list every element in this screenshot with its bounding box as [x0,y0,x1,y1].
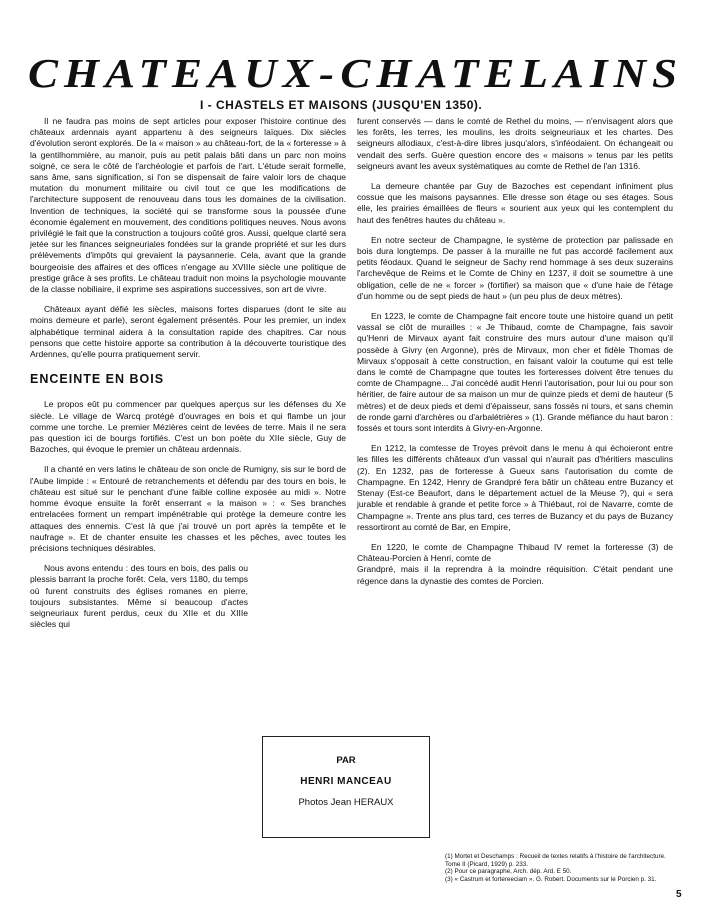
footnote: (2) Pour ce paragraphe, Arch. dép. Ard. E 50. [445,868,572,876]
credits-author: HENRI MANCEAU [300,776,392,787]
paragraph: Châteaux ayant défié les siècles, maisons fortes disparues (dont le site au moins demeure et parle), seront également présentés. Pour les premier, un index alphabétique terminal aidera à la consultation rapide des chapitres. Car nous pensons que cette histoire apporte sa contribution à la découverte touristique des Ardennes, qu'elle pourra pratiquement servir. [30,304,346,360]
paragraph: La demeure chantée par Guy de Bazoches est cependant infiniment plus cossue que les maisons paysannes. Elle dresse son étage ou ses étages. Sous elle, les prairies émaillées de fleurs « sourient aux yeux qui les contemplent du haut des fenêtres hautes du château ». [357,181,673,225]
paragraph: En notre secteur de Champagne, le système de protection par palissade en bois dura longtemps. De passer à la muraille ne fut pas accordé facilement aux petits féodaux. Quand le seigneur de Sachy rend hommage à ses deux suzerains l'archevêque de Reims et le Comte de Chiny en 1237, il doit se soumettre à une obligation, celle de ne « forcer » (fortifier) sa maison que « d'une haie de l'étage d'un homme ou de sept pieds de haut » (un peu plus de deux mètres). [357,234,673,301]
right-column [357,116,673,596]
paragraph: Grandpré, mais il la reprendra à la moindre réquisition. C'était pendant une régence dans la dynastie des comtes de Porcien. [357,564,673,586]
footnote: (1) Mortet et Deschamps : Recueil de textes relatifs à l'histoire de l'architecture. Tome II (Picard, 1929) p. 233. [445,853,666,868]
footnote: (3) « Castrum et fortereeciam ». G. Robert. Documents sur le Porcien p. 31. [445,875,657,883]
credits-par: PAR [336,755,356,766]
article-subtitle: I - CHASTELS ET MAISONS (JUSQU'EN 1350). [200,98,483,112]
paragraph: Le propos eût pu commencer par quelques aperçus sur les défenses du Xe siècle. Le village de Warcq protégé d'ouvrages en bois et qui flambe un jour comme une torche. Le premier Mézières ceint de levées de terre. Mais il ne sera pas question ici de bourgs fortifiés. C'est un bon poète du XIIe siècle, Guy de Bazoches, qui évoque le premier un château ardennais. [30,399,346,455]
paragraph: Il ne faudra pas moins de sept articles pour exposer l'histoire continue des châteaux ardennais ayant appartenu à des seigneurs laïques. Dix siècles d'évolution seront explorés. De la « maison » au château-fort, de la « forteresse » à la gentilhommière, au manoir, puis au petit palais bâti dans un parc non moins soigné, ce sera le côté de l'archéologie et parfois de l'art. L'étude serait formelle, sans âme, sans signification, si l'on se dispensait de faire valoir lors de chaque mutation du monument militaire ou civil tout ce que les modifications de l'architecture supposent de renouveau dans tous les domaines de la civilisation. Invention de techniques, la société qui se transforme sous la poussée d'une économie également en mouvement, des conditions politiques neuves. Nous avons privilégié le fait que la construction a toujours coûté gros. Aussi, quelque clarté sera jetée sur les finances seigneuriales fondées sur la grande propriété et sur les durs prélèvements d'impôts qui grevaient la paysannerie. Cela, avant que la grande bourgeoisie des affaires et des offices n'engage au XVIIIe siècle une politique de prestige grâce à ses profits. Le château traduit non moins la psychologie mouvante de la classe nobiliaire, il exprime ses aspirations successives, son art de vivre. [30,116,346,295]
author-credits-box [262,736,430,838]
footnotes [445,853,670,883]
credits-photos: Photos Jean HERAUX [298,797,394,808]
section-heading: ENCEINTE EN BOIS [30,372,165,387]
page-number: 5 [676,889,682,900]
article-title [28,50,683,96]
title-word-chateaux: CHATEAUX [28,50,319,96]
title-dash: - [318,50,340,96]
paragraph: Il a chanté en vers latins le château de son oncle de Rumigny, sis sur le bord de l'Aube limpide : « Entouré de retranchements et défendu par des tours en bois, le château est situé sur le penchant d'une faible colline exposée au midi ». Notre homme évoque ensuite la forêt enserrant « la maison » : « Ses branches entrelacées forment un rempart impénétrable qui protège la demeure contre les attaques des ennemis. C'est là que j'ai trouvé un port après la tempête et le naufrage ». Et de chanter ensuite les chasses et les pêches, avec toutes les précisions techniques désirables. [30,464,347,553]
paragraph: En 1212, la comtesse de Troyes prévoit dans le menu à qui échoieront entre les filles les différents châteaux d'un vassal qui n'aurait pas d'héritiers masculins (2). En 1232, pas de forteresse à Gueux sans l'autorisation du comte de Champagne. En 1242, Henry de Grandpré fera bâtir un château entre Buzancy et Stenay (Est-ce Beaufort, dans le département actuel de la Meuse ?), qui « sera jurable et rendable à grande et petite force » à Thiébaut, roi de Navarre, comte de Champagne ». Trente ans plus tard, ces terres de Buzancy et du pays de Buzancy ressortiront au comté de Bar, en Empire, [357,443,673,532]
title-word-chatelains: CHATELAINS [340,50,683,96]
paragraph: furent conservés — dans le comté de Rethel du moins, — n'envisagent alors que les forêts, les terres, les moulins, les droits seigneuriaux et les chartes. Des seigneurs allodiaux, c'est-à-dire libres jusqu'alors, s'inféodaient. On échangeait ou vendait des serfs. Guère question encore des « maisons » tenus par les petits seigneurs avant les aveux systématiques au comte de Rethel de l'an 1316. [357,116,673,171]
paragraph: En 1223, le comte de Champagne fait encore toute une histoire quand un petit vassal se clôt de murailles : « Je Thibaud, comte de Champagne, fais savoir qu'Henri de Mirvaux ayant fait construire des murs autour d'une maison qu'il possède à Givry (en Argonne), près de Mirvaux, mon cher et fidèle Thomas de Mirvaux s'opposait à cette construction, en faisant valoir la coutume qui est telle dans le comté de Champagne que toutes les forteresses doivent être tenues du comte de Champagne... J'ai concédé audit Henri l'autorisation, pour lui ou pour son héritier, de faire autour de sa maison un mur de quinze pieds et demi de hauteur (5 mètres) et de deux pieds et demi d'épaisseur, sans fossés ni tours, et sans chemin de ronde garni d'archères ou d'arbalétrières » (1). Grande méfiance du haut baron : fossés et tours sont interdits à Givry-en-Argonne. [357,311,673,434]
left-column [30,116,346,639]
paragraph: En 1220, le comte de Champagne Thibaud IV remet la forteresse (3) de Château-Porcien à Henri, comte de [357,541,673,564]
paragraph: Nous avons entendu : des tours en bois, des palis ou plessis barrant la proche forêt. Cela, vers 1180, du temps où furent construits des églises romanes en pierre, toujours subsistantes. Même si beaucoup d'actes seigneuriaux furent perdus, ceux du XIIe et du XIIIe siècles qui [30,563,248,630]
